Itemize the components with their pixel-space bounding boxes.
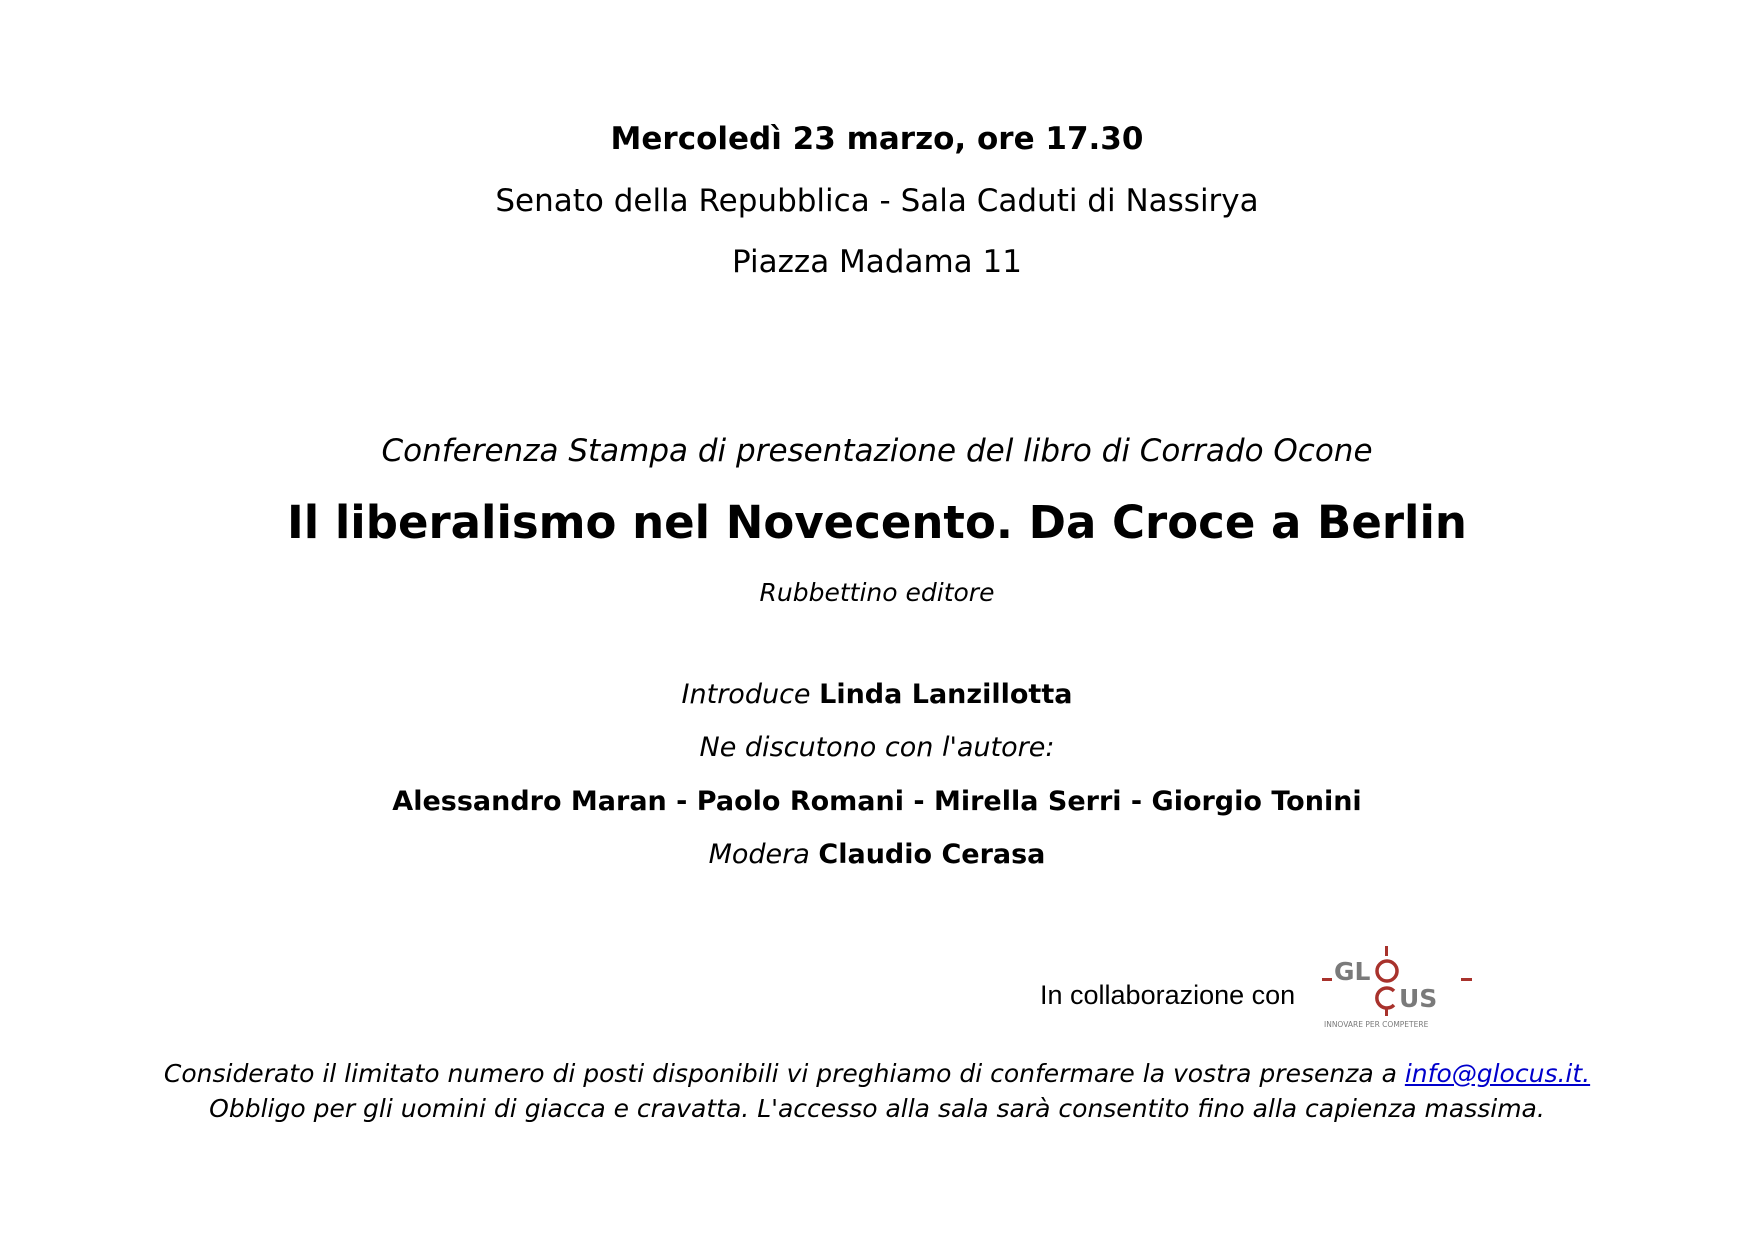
intro-name: Linda Lanzillotta	[819, 679, 1073, 710]
event-address: Piazza Madama 11	[732, 244, 1022, 280]
moderator-name: Claudio Cerasa	[818, 839, 1046, 870]
rsvp-text: Considerato il limitato numero di posti disponibili vi preghiamo di confermare la vostra presenza a	[163, 1059, 1405, 1088]
glocus-logo	[1322, 946, 1472, 1032]
intro-label: Introduce	[681, 679, 811, 710]
book-subtitle: Conferenza Stampa di presentazione del libro di Corrado Ocone	[381, 433, 1373, 469]
moderator-label: Modera	[708, 839, 810, 870]
svg-text:GL: GL	[1334, 957, 1371, 986]
dress-code-note: Obbligo per gli uomini di giacca e cravatta. L'accesso alla sala sarà consentito fino alla capienza massima.	[209, 1094, 1545, 1123]
intro-line	[0, 679, 1754, 710]
svg-text:US: US	[1399, 984, 1438, 1013]
event-date: Mercoledì 23 marzo, ore 17.30	[610, 121, 1144, 157]
rsvp-email-link[interactable]: info@glocus.it.	[1404, 1059, 1591, 1088]
book-title: Il liberalismo nel Novecento. Da Croce a Berlin	[287, 496, 1467, 549]
event-venue: Senato della Repubblica - Sala Caduti di Nassirya	[495, 183, 1259, 219]
logo-tagline: INNOVARE PER COMPETERE	[1324, 1020, 1429, 1029]
book-publisher: Rubbettino editore	[759, 578, 995, 607]
discussants-label: Ne discutono con l'autore:	[699, 732, 1055, 763]
moderator-line	[0, 839, 1754, 870]
collaboration-label: In collaborazione con	[1040, 980, 1296, 1010]
rsvp-note	[0, 1059, 1754, 1088]
speakers-list: Alessandro Maran - Paolo Romani - Mirella Serri - Giorgio Tonini	[392, 786, 1362, 817]
